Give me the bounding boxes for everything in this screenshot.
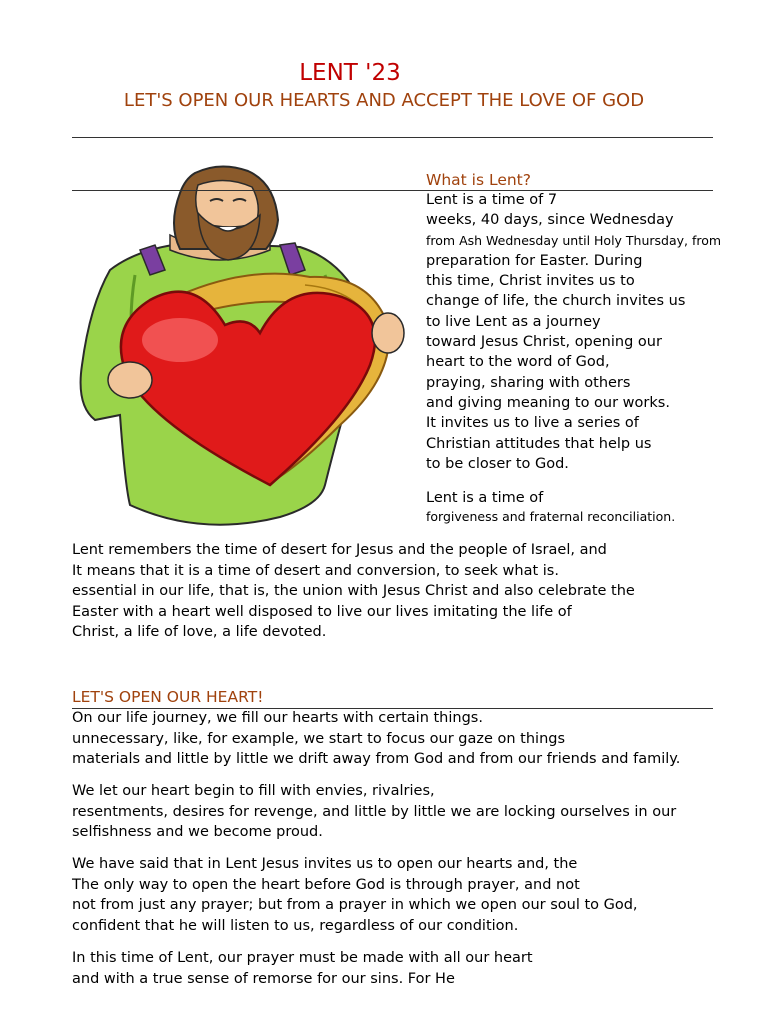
text-line: not from just any prayer; but from a prayer in which we open our soul to God, <box>72 897 638 913</box>
text-line: essential in our life, that is, the union with Jesus Christ and also celebrate the <box>72 583 635 599</box>
section1-text <box>426 190 721 474</box>
text-line: and with a true sense of remorse for our sins. For He <box>72 970 455 987</box>
paragraph-envies <box>72 781 676 843</box>
text-line: forgiveness and fraternal reconciliation. <box>426 509 676 525</box>
text-line: Lent remembers the time of desert for Jesus and the people of Israel, and <box>72 542 607 558</box>
text-line: Easter with a heart well disposed to live our lives imitating the life of <box>72 603 572 620</box>
text-line: to be closer to God. <box>426 455 569 472</box>
text-line: In this time of Lent, our prayer must be made with all our heart <box>72 950 533 966</box>
text-line: Christian attitudes that help us <box>426 435 652 452</box>
text-line: to live Lent as a journey <box>426 313 601 330</box>
text-line: On our life journey, we fill our hearts with certain things. <box>72 710 483 726</box>
text-line: Christ, a life of love, a life devoted. <box>72 624 327 640</box>
text-line: It means that it is a time of desert and conversion, to seek what is. <box>72 562 559 579</box>
section-heading-what-is-lent: What is Lent? <box>426 171 531 189</box>
paragraph-prayer <box>72 854 638 936</box>
text-line: unnecessary, like, for example, we start to focus our gaze on things <box>72 730 566 747</box>
text-line: heart to the word of God, <box>426 354 610 371</box>
text-line: Lent is a time of 7 <box>426 192 558 208</box>
paragraph-remorse <box>72 948 533 989</box>
text-line: from Ash Wednesday until Holy Thursday, from <box>426 232 722 248</box>
text-line: It invites us to live a series of <box>426 415 639 432</box>
text-line: change of life, the church invites us <box>426 293 686 310</box>
paragraph-life-journey <box>72 708 680 770</box>
section1-text-2 <box>426 488 675 526</box>
paragraph-lent-desert <box>72 540 635 643</box>
text-line: weeks, 40 days, since Wednesday <box>426 212 674 229</box>
text-line: The only way to open the heart before God is through prayer, and not <box>72 876 580 893</box>
text-line: We have said that in Lent Jesus invites us to open our hearts and, the <box>72 856 578 872</box>
title-divider <box>72 137 713 138</box>
section-heading-open-heart: LET'S OPEN OUR HEART! <box>72 688 264 706</box>
jesus-heart-illustration <box>70 165 415 530</box>
text-line: Lent is a time of <box>426 490 544 506</box>
text-line: praying, sharing with others <box>426 374 631 391</box>
text-line: confident that he will listen to us, regardless of our condition. <box>72 917 519 934</box>
page-title: LENT '23 <box>299 60 401 86</box>
text-line: We let our heart begin to fill with envies, rivalries, <box>72 783 435 799</box>
text-line: resentments, desires for revenge, and little by little we are locking ourselves in our <box>72 803 677 820</box>
text-line: preparation for Easter. During <box>426 252 643 269</box>
text-line: and giving meaning to our works. <box>426 394 670 411</box>
page-subtitle: LET'S OPEN OUR HEARTS AND ACCEPT THE LOVE OF GOD <box>123 90 645 111</box>
text-line: materials and little by little we drift away from God and from our friends and family. <box>72 751 681 767</box>
text-line: selfishness and we become proud. <box>72 824 323 840</box>
text-line: toward Jesus Christ, opening our <box>426 334 662 351</box>
text-line: this time, Christ invites us to <box>426 273 635 290</box>
